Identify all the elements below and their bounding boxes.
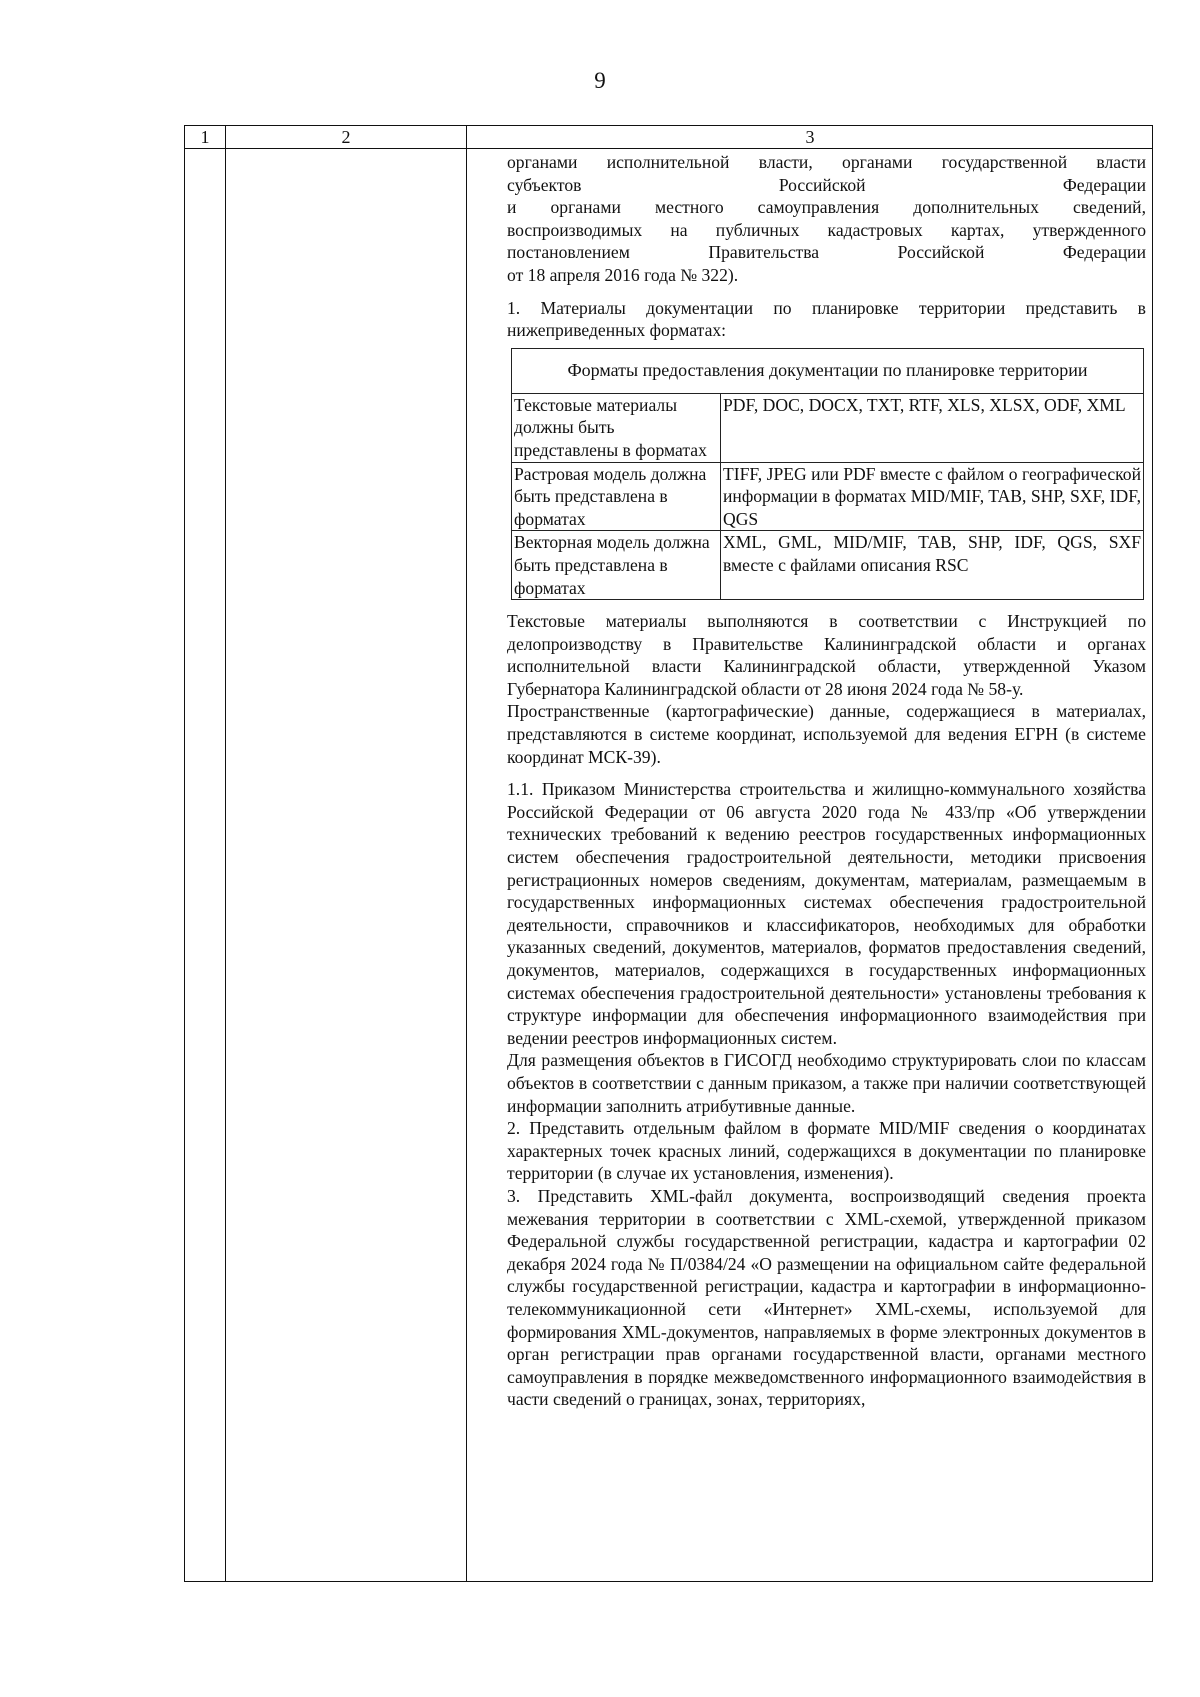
intro-line: воспроизводимых на публичных кадастровых картах, утвержденного	[507, 219, 1146, 240]
header-col-3: 3	[805, 127, 815, 147]
header-col-2: 2	[341, 127, 351, 147]
table-row	[512, 393, 1144, 462]
intro-line: органами исполнительной власти, органами государственной власти	[507, 152, 1146, 172]
format-label: Растровая модель должна быть представлена в форматах	[512, 462, 721, 531]
item-1: 1. Материалы документации по планировке территории представить в нижеприведенных форматах:	[507, 297, 1146, 341]
intro-line: постановлением Правительства Российской Федерации	[507, 242, 1146, 263]
table-header-row	[185, 126, 1152, 149]
column-divider	[466, 126, 467, 1581]
intro-line: и органами местного самоуправления дополнительных сведений,	[507, 197, 1146, 218]
header-col-1: 1	[200, 127, 210, 147]
main-table	[184, 125, 1153, 1582]
formats-table-title: Форматы предоставления документации по планировке территории	[512, 348, 1144, 393]
table-row	[512, 531, 1144, 600]
intro-line: субъектов Российской Федерации	[507, 174, 1146, 195]
item-1-1: 1.1. Приказом Министерства строительства и жилищно-коммунального хозяйства Российской Федерации от 06 августа 2020 года № 433/пр «Об утверждении технических требований к ведению реестров государственных информационных систем обеспечения градостроительной деятельности, методики присвоения регистрационных номеров сведениям, документам, материалам, размещаемым в государственных информационных системах обеспечения градостроительной деятельности, справочников и классификаторов, необходимых для обработки указанных сведений, документов, материалов, форматов предоставления сведений, документов, материалов, содержащихся в государственных информационных системах обеспечения градостроительной деятельности» установлены требования к структуре информации для обеспечения информационного взаимодействия при ведении реестров информационных систем.	[507, 779, 1146, 1048]
format-label: Текстовые материалы должны быть представлены в форматах	[512, 393, 721, 462]
spatial-data-paragraph: Пространственные (картографические) данные, содержащиеся в материалах, представляются в системе координат, используемой для ведения ЕГРН (в системе координат МСК-39).	[507, 701, 1146, 767]
column-3-content	[507, 151, 1146, 1411]
item-3: 3. Представить XML-файл документа, воспроизводящий сведения проекта межевания территории в соответствии с XML-схемой, утвержденной приказом Федеральной службы государственной регистрации, кадастра и картографии 02 декабря 2024 года № П/0384/24 «О размещении на официальном сайте федеральной службы государственной регистрации, кадастра и картографии в информационно-телекоммуникационной сети «Интернет» XML-схемы, используемой для формирования XML-документов, направляемых в форме электронных документов в орган регистрации прав органами государственной власти, органами местного самоуправления в порядке межведомственного информационного взаимодействия в части сведений о границах, зонах, территориях,	[507, 1185, 1146, 1410]
table-row	[512, 462, 1144, 531]
format-value: PDF, DOC, DOCX, TXT, RTF, XLS, XLSX, ODF, XML	[721, 393, 1144, 462]
format-label: Векторная модель должна быть представлена в форматах	[512, 531, 721, 600]
text-materials-paragraph: Текстовые материалы выполняются в соответствии с Инструкцией по делопроизводству в Правительстве Калининградской области и органах исполнительной власти Калининградской области, утвержденной Указом Губернатора Калининградской области от 28 июня 2024 года № 58-у.	[507, 611, 1146, 699]
page-number: 9	[594, 68, 606, 93]
format-value: XML, GML, MID/MIF, TAB, SHP, IDF, QGS, SXF вместе с файлами описания RSC	[721, 531, 1144, 600]
format-value: TIFF, JPEG или PDF вместе с файлом о географической информации в форматах MID/MIF, TAB, SHP, SXF, IDF, QGS	[721, 462, 1144, 531]
column-divider	[225, 126, 226, 1581]
intro-line: от 18 апреля 2016 года № 322).	[507, 264, 739, 285]
formats-table	[511, 348, 1144, 600]
gisogd-paragraph: Для размещения объектов в ГИСОГД необходимо структурировать слои по классам объектов в соответствии с данным приказом, а также при наличии соответствующей информации заполнить атрибутивные данные.	[507, 1050, 1146, 1116]
item-2: 2. Представить отдельным файлом в формате MID/MIF сведения о координатах характерных точек красных линий, содержащихся в документации по планировке территории (в случае их установления, изменения).	[507, 1118, 1146, 1184]
